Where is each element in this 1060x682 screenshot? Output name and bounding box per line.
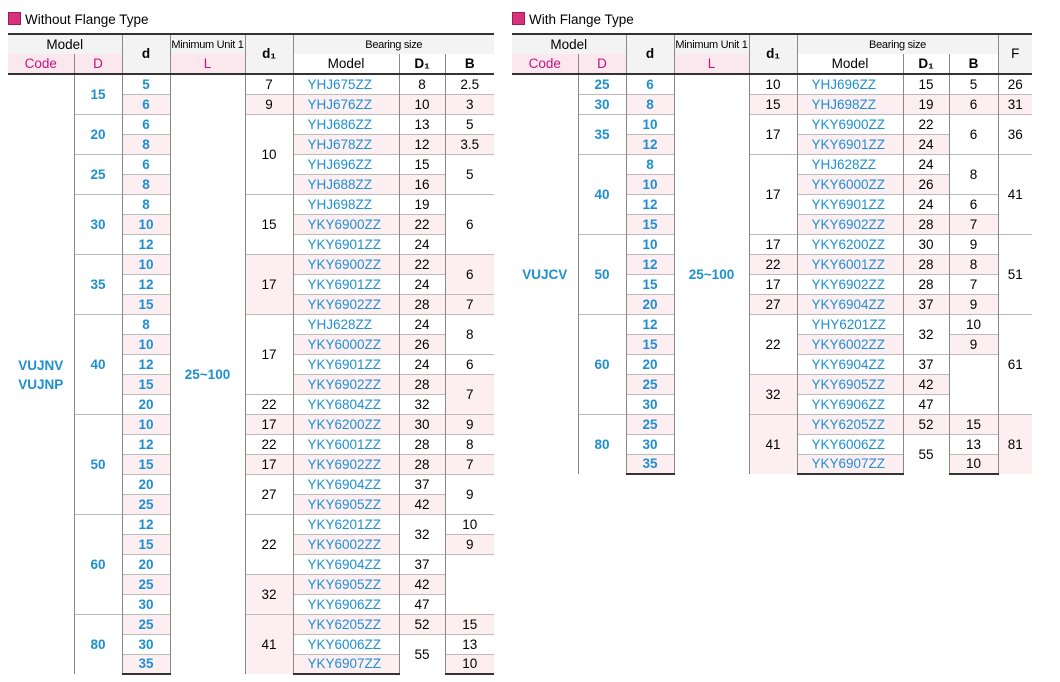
shaft-d-cell: 12 [122,274,170,294]
bearing-model-cell: YKY6906ZZ [797,394,903,414]
F-cell: 41 [998,154,1032,234]
bearing-model-cell: YKY6006ZZ [797,434,903,454]
B-cell: 6 [949,94,998,114]
B-cell: 5 [949,74,998,94]
D1-cell: 22 [399,214,445,234]
B-cell: 9 [949,334,998,354]
bearing-model-cell: YKY6001ZZ [797,254,903,274]
D1-cell: 28 [399,434,445,454]
shaft-d-cell: 12 [626,314,674,334]
B-cell: 6 [445,194,494,254]
D1-cell: 15 [903,74,949,94]
outer-diameter-cell: 50 [74,414,122,514]
shaft-d-cell: 12 [122,434,170,454]
shaft-d-cell: 25 [626,374,674,394]
hdr-d: d [626,34,674,74]
hdr-code: Code [512,54,578,74]
bearing-model-cell: YKY6907ZZ [293,654,399,674]
D1-cell: 28 [399,294,445,314]
d1-cell: 17 [749,274,797,294]
table-row [512,74,1032,94]
hdr-code: Code [8,54,74,74]
shaft-d-cell: 12 [626,134,674,154]
bearing-model-cell: YKY6902ZZ [293,374,399,394]
table-row [512,154,1032,174]
bearing-model-cell: YKY6205ZZ [797,414,903,434]
length-range-cell: 25~100 [170,74,245,674]
D1-cell: 28 [903,254,949,274]
bearing-model-cell: YHJ698ZZ [797,94,903,114]
d1-cell: 41 [245,614,293,674]
D1-cell: 42 [399,494,445,514]
bearing-model-cell: YKY6901ZZ [293,274,399,294]
B-cell: 3 [445,94,494,114]
D1-cell: 32 [399,394,445,414]
bearing-model-cell: YKY6902ZZ [797,274,903,294]
d1-cell: 22 [245,394,293,414]
length-range-cell: 25~100 [674,74,749,474]
code-value: VUJCV [522,267,568,282]
left-title [8,11,149,29]
outer-diameter-cell: 35 [578,114,626,154]
bearing-model-cell: YHJ698ZZ [293,194,399,214]
bearing-model-cell: YKY6002ZZ [797,334,903,354]
shaft-d-cell: 10 [122,334,170,354]
D1-cell: 13 [399,114,445,134]
hdr-min-unit: Minimum Unit 1 [170,34,245,54]
shaft-d-cell: 12 [122,354,170,374]
shaft-d-cell: 20 [626,294,674,314]
shaft-d-cell: 6 [122,154,170,174]
bearing-model-cell: YKY6906ZZ [293,594,399,614]
table-row [8,114,494,134]
shaft-d-cell: 25 [122,494,170,514]
D1-cell: 30 [399,414,445,434]
code-cell [512,74,578,474]
hdr-bearing-size: Bearing size [797,34,998,54]
bearing-model-cell: YKY6901ZZ [797,194,903,214]
shaft-d-cell: 20 [122,554,170,574]
D1-cell: 28 [399,454,445,474]
d1-cell: 22 [749,254,797,274]
shaft-d-cell: 35 [626,454,674,474]
bearing-model-cell: YKY6905ZZ [293,574,399,594]
code-value: VUJNP [18,376,64,392]
D1-cell: 32 [903,314,949,354]
d1-cell: 17 [245,254,293,314]
B-cell: 9 [949,294,998,314]
table-row [512,234,1032,254]
D1-cell: 55 [399,634,445,674]
bearing-model-cell: YKY6901ZZ [293,354,399,374]
table-row [8,74,494,94]
right-title-text: With Flange Type [529,12,634,27]
B-cell: 9 [949,234,998,254]
B-cell: 6 [445,354,494,374]
bearing-model-cell: YKY6205ZZ [293,614,399,634]
hdr-min-unit: Minimum Unit 1 [674,34,749,54]
bearing-model-cell: YKY6904ZZ [797,354,903,374]
shaft-d-cell: 15 [122,374,170,394]
D1-cell: 22 [399,254,445,274]
bearing-model-cell: YKY6905ZZ [797,374,903,394]
d1-cell: 17 [749,234,797,254]
table-row [512,114,1032,134]
bearing-model-cell: YKY6902ZZ [797,214,903,234]
d1-cell: 22 [749,314,797,374]
F-cell: 81 [998,414,1032,474]
table-row [8,514,494,534]
B-cell: 10 [949,454,998,474]
D1-cell: 24 [399,234,445,254]
code-value: VUJNV [18,357,64,373]
d1-cell: 17 [749,114,797,154]
bearing-model-cell: YHJ696ZZ [293,154,399,174]
shaft-d-cell: 5 [122,74,170,94]
hdr-bearing-size: Bearing size [293,34,494,54]
D1-cell: 19 [399,194,445,214]
bearing-model-cell: YHJ676ZZ [293,94,399,114]
shaft-d-cell: 25 [626,414,674,434]
table-row [8,414,494,434]
table-row [8,314,494,334]
D1-cell: 52 [399,614,445,634]
shaft-d-cell: 15 [122,454,170,474]
D1-cell: 19 [903,94,949,114]
bearing-model-cell: YKY6907ZZ [797,454,903,474]
B-cell: 10 [445,654,494,674]
hdr-bearing-model: Model [293,54,399,74]
d1-cell: 17 [245,314,293,394]
d1-cell: 27 [749,294,797,314]
shaft-d-cell: 8 [626,154,674,174]
B-cell: 6 [949,114,998,154]
D1-cell: 28 [903,274,949,294]
D1-cell: 52 [903,414,949,434]
B-cell: 9 [445,534,494,554]
shaft-d-cell: 30 [626,434,674,454]
B-cell: 7 [949,274,998,294]
bearing-model-cell: YHJ696ZZ [797,74,903,94]
shaft-d-cell: 10 [626,114,674,134]
bearing-model-cell: YKY6902ZZ [293,294,399,314]
d1-cell: 17 [245,414,293,434]
shaft-d-cell: 25 [122,574,170,594]
bearing-model-cell: YHJ628ZZ [797,154,903,174]
B-cell: 7 [445,294,494,314]
hdr-L: L [170,54,245,74]
bearing-model-cell: YHJ628ZZ [293,314,399,334]
table-row [512,94,1032,114]
hdr-d1: d₁ [245,34,293,74]
hdr-B: B [445,54,494,74]
B-cell [949,354,998,414]
shaft-d-cell: 6 [122,114,170,134]
code-cell [8,74,74,674]
shaft-d-cell: 10 [122,254,170,274]
outer-diameter-cell: 60 [578,314,626,414]
D1-cell: 37 [903,294,949,314]
D1-cell: 22 [903,114,949,134]
table-row [8,254,494,274]
shaft-d-cell: 8 [122,174,170,194]
right-title [512,11,634,29]
hdr-D1: D₁ [903,54,949,74]
bearing-model-cell: YKY6200ZZ [293,414,399,434]
hdr-L: L [674,54,749,74]
shaft-d-cell: 8 [122,194,170,214]
B-cell: 5 [445,114,494,134]
shaft-d-cell: 15 [122,534,170,554]
hdr-model: Model [512,34,626,54]
shaft-d-cell: 6 [122,94,170,114]
shaft-d-cell: 20 [626,354,674,374]
shaft-d-cell: 12 [122,514,170,534]
D1-cell: 26 [903,174,949,194]
bearing-model-cell: YKY6900ZZ [797,114,903,134]
bearing-model-cell: YKY6001ZZ [293,434,399,454]
B-cell: 2.5 [445,74,494,94]
hdr-B: B [949,54,998,74]
D1-cell: 28 [399,374,445,394]
hdr-D: D [74,54,122,74]
D1-cell: 37 [399,474,445,494]
shaft-d-cell: 8 [122,134,170,154]
table-row [8,614,494,634]
shaft-d-cell: 30 [122,594,170,614]
D1-cell: 24 [903,194,949,214]
shaft-d-cell: 12 [122,234,170,254]
outer-diameter-cell: 15 [74,74,122,114]
outer-diameter-cell: 50 [578,234,626,314]
shaft-d-cell: 30 [122,634,170,654]
D1-cell: 32 [399,514,445,554]
table-row [512,414,1032,434]
d1-cell: 7 [245,74,293,94]
shaft-d-cell: 12 [626,254,674,274]
shaft-d-cell: 15 [122,294,170,314]
B-cell: 3.5 [445,134,494,154]
d1-cell: 22 [245,514,293,574]
D1-cell: 30 [903,234,949,254]
B-cell: 9 [445,474,494,514]
B-cell: 8 [445,314,494,354]
outer-diameter-cell: 80 [74,614,122,674]
bearing-model-cell: YKY6804ZZ [293,394,399,414]
outer-diameter-cell: 30 [74,194,122,254]
hdr-bearing-model: Model [797,54,903,74]
B-cell: 8 [949,154,998,194]
shaft-d-cell: 10 [122,214,170,234]
outer-diameter-cell: 40 [74,314,122,414]
shaft-d-cell: 8 [122,314,170,334]
B-cell: 6 [949,194,998,214]
shaft-d-cell: 15 [626,274,674,294]
hdr-d: d [122,34,170,74]
D1-cell: 42 [903,374,949,394]
shaft-d-cell: 6 [626,74,674,94]
d1-cell: 10 [749,74,797,94]
bearing-model-cell: YHY6201ZZ [797,314,903,334]
F-cell: 36 [998,114,1032,154]
B-cell: 10 [949,314,998,334]
outer-diameter-cell: 20 [74,114,122,154]
bearing-model-cell: YKY6904ZZ [293,554,399,574]
B-cell: 15 [949,414,998,434]
d1-cell: 9 [245,94,293,114]
bearing-model-cell: YKY6901ZZ [797,134,903,154]
B-cell: 8 [445,434,494,454]
left-spec-table [8,33,494,675]
F-cell: 51 [998,234,1032,314]
B-cell [445,554,494,614]
right-table-body [512,74,1032,474]
shaft-d-cell: 8 [626,94,674,114]
bearing-model-cell: YKY6000ZZ [293,334,399,354]
shaft-d-cell: 30 [626,394,674,414]
hdr-F: F [998,34,1032,74]
D1-cell: 24 [399,274,445,294]
bearing-model-cell: YKY6904ZZ [797,294,903,314]
outer-diameter-cell: 60 [74,514,122,614]
d1-cell: 17 [749,154,797,234]
bearing-model-cell: YKY6200ZZ [797,234,903,254]
bearing-model-cell: YKY6902ZZ [293,454,399,474]
outer-diameter-cell: 25 [578,74,626,94]
D1-cell: 37 [903,354,949,374]
section-marker-icon [8,12,21,25]
B-cell: 7 [445,454,494,474]
bearing-model-cell: YHJ678ZZ [293,134,399,154]
B-cell: 7 [445,374,494,414]
D1-cell: 16 [399,174,445,194]
B-cell: 10 [445,514,494,534]
left-table-body [8,74,494,674]
B-cell: 7 [949,214,998,234]
d1-cell: 15 [245,194,293,254]
bearing-model-cell: YKY6000ZZ [797,174,903,194]
bearing-model-cell: YKY6905ZZ [293,494,399,514]
D1-cell: 10 [399,94,445,114]
d1-cell: 22 [245,434,293,454]
outer-diameter-cell: 25 [74,154,122,194]
D1-cell: 47 [903,394,949,414]
D1-cell: 28 [903,214,949,234]
shaft-d-cell: 10 [626,234,674,254]
B-cell: 13 [445,634,494,654]
hdr-D: D [578,54,626,74]
B-cell: 6 [445,254,494,294]
outer-diameter-cell: 35 [74,254,122,314]
D1-cell: 24 [399,354,445,374]
bearing-model-cell: YKY6901ZZ [293,234,399,254]
section-marker-icon [512,12,525,25]
bearing-model-cell: YKY6904ZZ [293,474,399,494]
D1-cell: 12 [399,134,445,154]
hdr-model: Model [8,34,122,54]
bearing-model-cell: YKY6900ZZ [293,254,399,274]
B-cell: 8 [949,254,998,274]
hdr-d1: d₁ [749,34,797,74]
right-spec-table [512,33,1032,475]
shaft-d-cell: 15 [626,214,674,234]
bearing-model-cell: YHJ686ZZ [293,114,399,134]
shaft-d-cell: 25 [122,614,170,634]
outer-diameter-cell: 80 [578,414,626,474]
bearing-model-cell: YHJ688ZZ [293,174,399,194]
d1-cell: 32 [749,374,797,414]
B-cell: 13 [949,434,998,454]
outer-diameter-cell: 40 [578,154,626,234]
F-cell: 31 [998,94,1032,114]
D1-cell: 26 [399,334,445,354]
left-title-text: Without Flange Type [25,12,149,27]
shaft-d-cell: 10 [122,414,170,434]
D1-cell: 47 [399,594,445,614]
shaft-d-cell: 35 [122,654,170,674]
shaft-d-cell: 12 [626,194,674,214]
F-cell: 61 [998,314,1032,414]
bearing-model-cell: YKY6002ZZ [293,534,399,554]
B-cell: 15 [445,614,494,634]
B-cell: 9 [445,414,494,434]
F-cell: 26 [998,74,1032,94]
outer-diameter-cell: 30 [578,94,626,114]
D1-cell: 55 [903,434,949,474]
shaft-d-cell: 15 [626,334,674,354]
D1-cell: 24 [903,154,949,174]
d1-cell: 27 [245,474,293,514]
hdr-D1: D₁ [399,54,445,74]
d1-cell: 41 [749,414,797,474]
D1-cell: 8 [399,74,445,94]
D1-cell: 42 [399,574,445,594]
d1-cell: 32 [245,574,293,614]
shaft-d-cell: 20 [122,474,170,494]
bearing-model-cell: YHJ675ZZ [293,74,399,94]
D1-cell: 37 [399,554,445,574]
D1-cell: 24 [399,314,445,334]
B-cell: 5 [445,154,494,194]
bearing-model-cell: YKY6006ZZ [293,634,399,654]
bearing-model-cell: YKY6900ZZ [293,214,399,234]
D1-cell: 24 [903,134,949,154]
bearing-model-cell: YKY6201ZZ [293,514,399,534]
shaft-d-cell: 20 [122,394,170,414]
shaft-d-cell: 10 [626,174,674,194]
d1-cell: 10 [245,114,293,194]
D1-cell: 15 [399,154,445,174]
table-row [8,194,494,214]
table-row [512,314,1032,334]
d1-cell: 15 [749,94,797,114]
d1-cell: 17 [245,454,293,474]
